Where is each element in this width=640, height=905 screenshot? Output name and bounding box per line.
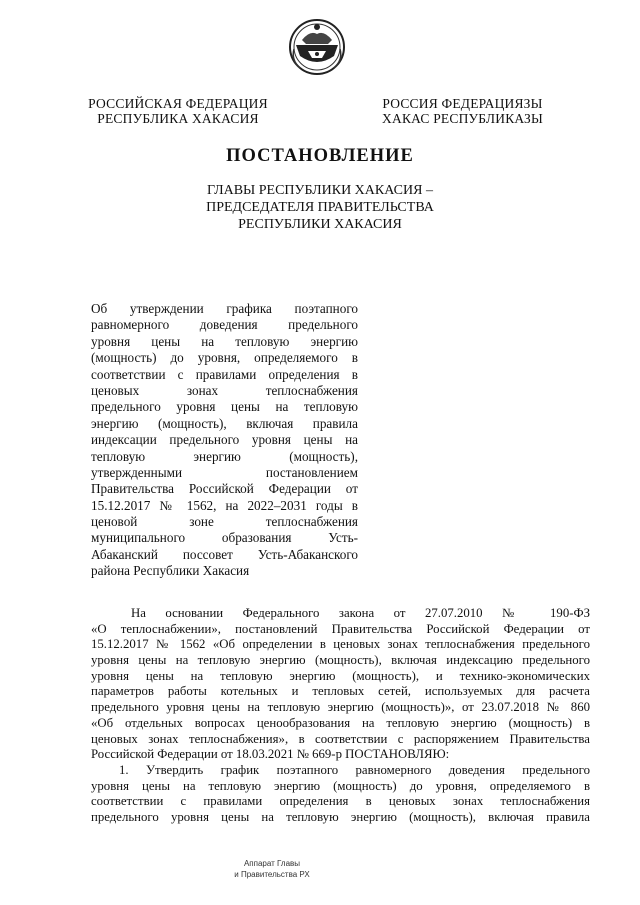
subject-line: энергию (мощность), включая правила	[91, 415, 358, 431]
body-line: ценовых зонах теплоснабжения», в соответствии с распоряжением Правительства	[91, 731, 590, 746]
coat-of-arms-emblem	[288, 18, 346, 76]
subject-line: ценовой зоне теплоснабжения	[91, 514, 358, 530]
stamp-line: Аппарат Главы	[243, 859, 301, 868]
subject-line: ценовых зонах теплоснабжения	[91, 382, 358, 398]
body-line: 1. Утвердить график поэтапного равномерного доведения предельного	[119, 762, 590, 777]
subject-line: Правительства Российской Федерации от	[91, 481, 358, 497]
subject-line: утвержденными постановлением	[91, 464, 358, 480]
subject-line: уровня цены на тепловую энергию	[91, 333, 358, 349]
subtitle-line: ПРЕДСЕДАТЕЛЯ ПРАВИТЕЛЬСТВА	[206, 200, 434, 215]
body-line: уровня цены на тепловую энергию (мощность), включая индексацию предельного	[91, 653, 590, 668]
body-line: уровня цены на тепловую энергию (мощность), и технико-экономических	[91, 668, 590, 683]
stamp-line: и Правительства РХ	[234, 870, 310, 879]
subject-line: тепловую энергию (мощность),	[91, 448, 358, 464]
header-right-line-2: ХАКАС РЕСПУБЛИКАЗЫ	[382, 111, 543, 126]
document-body	[91, 606, 590, 826]
body-line: 15.12.2017 № 1562 «Об определении в ценовых зонах теплоснабжения предельного	[91, 637, 590, 652]
subject-line: 15.12.2017 № 1562, на 2022–2031 годы в	[91, 497, 358, 513]
header-left-line-2: РЕСПУБЛИКА ХАКАСИЯ	[97, 111, 259, 126]
header-right	[380, 96, 545, 126]
body-line: предельного уровня цены на тепловую энергию (мощность), включая правила	[91, 809, 590, 824]
document-title: ПОСТАНОВЛЕНИЕ	[226, 146, 414, 166]
body-line: параметров работы котельных и тепловых сетей, используемых для расчета	[91, 684, 590, 699]
document-subtitle	[0, 182, 640, 233]
body-line: Российской Федерации от 18.03.2021 № 669-р ПОСТАНОВЛЯЮ:	[91, 747, 450, 762]
subject-line: индексации предельного уровня цены на	[91, 432, 358, 448]
body-line: «Об отдельных вопросах ценообразования на тепловую энергию (мощность) в	[91, 715, 590, 730]
body-line: уровня цены на тепловую энергию (мощность) до уровня, определяемого в	[91, 778, 590, 793]
header-left	[88, 96, 268, 126]
subject-line: соответствии с правилами определения в	[91, 366, 358, 382]
body-line: «О теплоснабжении», постановлений Правительства Российской Федерации от	[91, 621, 590, 636]
subtitle-line: ГЛАВЫ РЕСПУБЛИКИ ХАКАСИЯ –	[207, 183, 433, 198]
subject-line: предельного уровня цены на тепловую	[91, 399, 358, 415]
body-line: На основании Федерального закона от 27.07.2010 № 190-ФЗ	[131, 606, 590, 620]
subtitle-line: РЕСПУБЛИКИ ХАКАСИЯ	[238, 217, 402, 232]
header-right-line-1: РОССИЯ ФЕДЕРАЦИЯЗЫ	[382, 96, 543, 111]
body-line: соответствии с правилами определения в ценовых зонах теплоснабжения	[91, 794, 590, 809]
body-line: предельного уровня цены на тепловую энергию (мощность)», от 23.07.2018 № 860	[91, 700, 590, 715]
subject-line: равномерного доведения предельного	[91, 317, 358, 333]
office-stamp	[222, 858, 322, 880]
subject-line: Об утверждении графика поэтапного	[91, 301, 358, 316]
document-subject	[91, 301, 358, 580]
subject-line: района Республики Хакасия	[91, 563, 250, 579]
subject-line: (мощность) до уровня, определяемого в	[91, 350, 358, 366]
header-left-line-1: РОССИЙСКАЯ ФЕДЕРАЦИЯ	[88, 96, 268, 111]
subject-line: Абаканский поссовет Усть-Абаканского	[91, 546, 358, 562]
subject-line: муниципального образования Усть-	[91, 530, 358, 546]
